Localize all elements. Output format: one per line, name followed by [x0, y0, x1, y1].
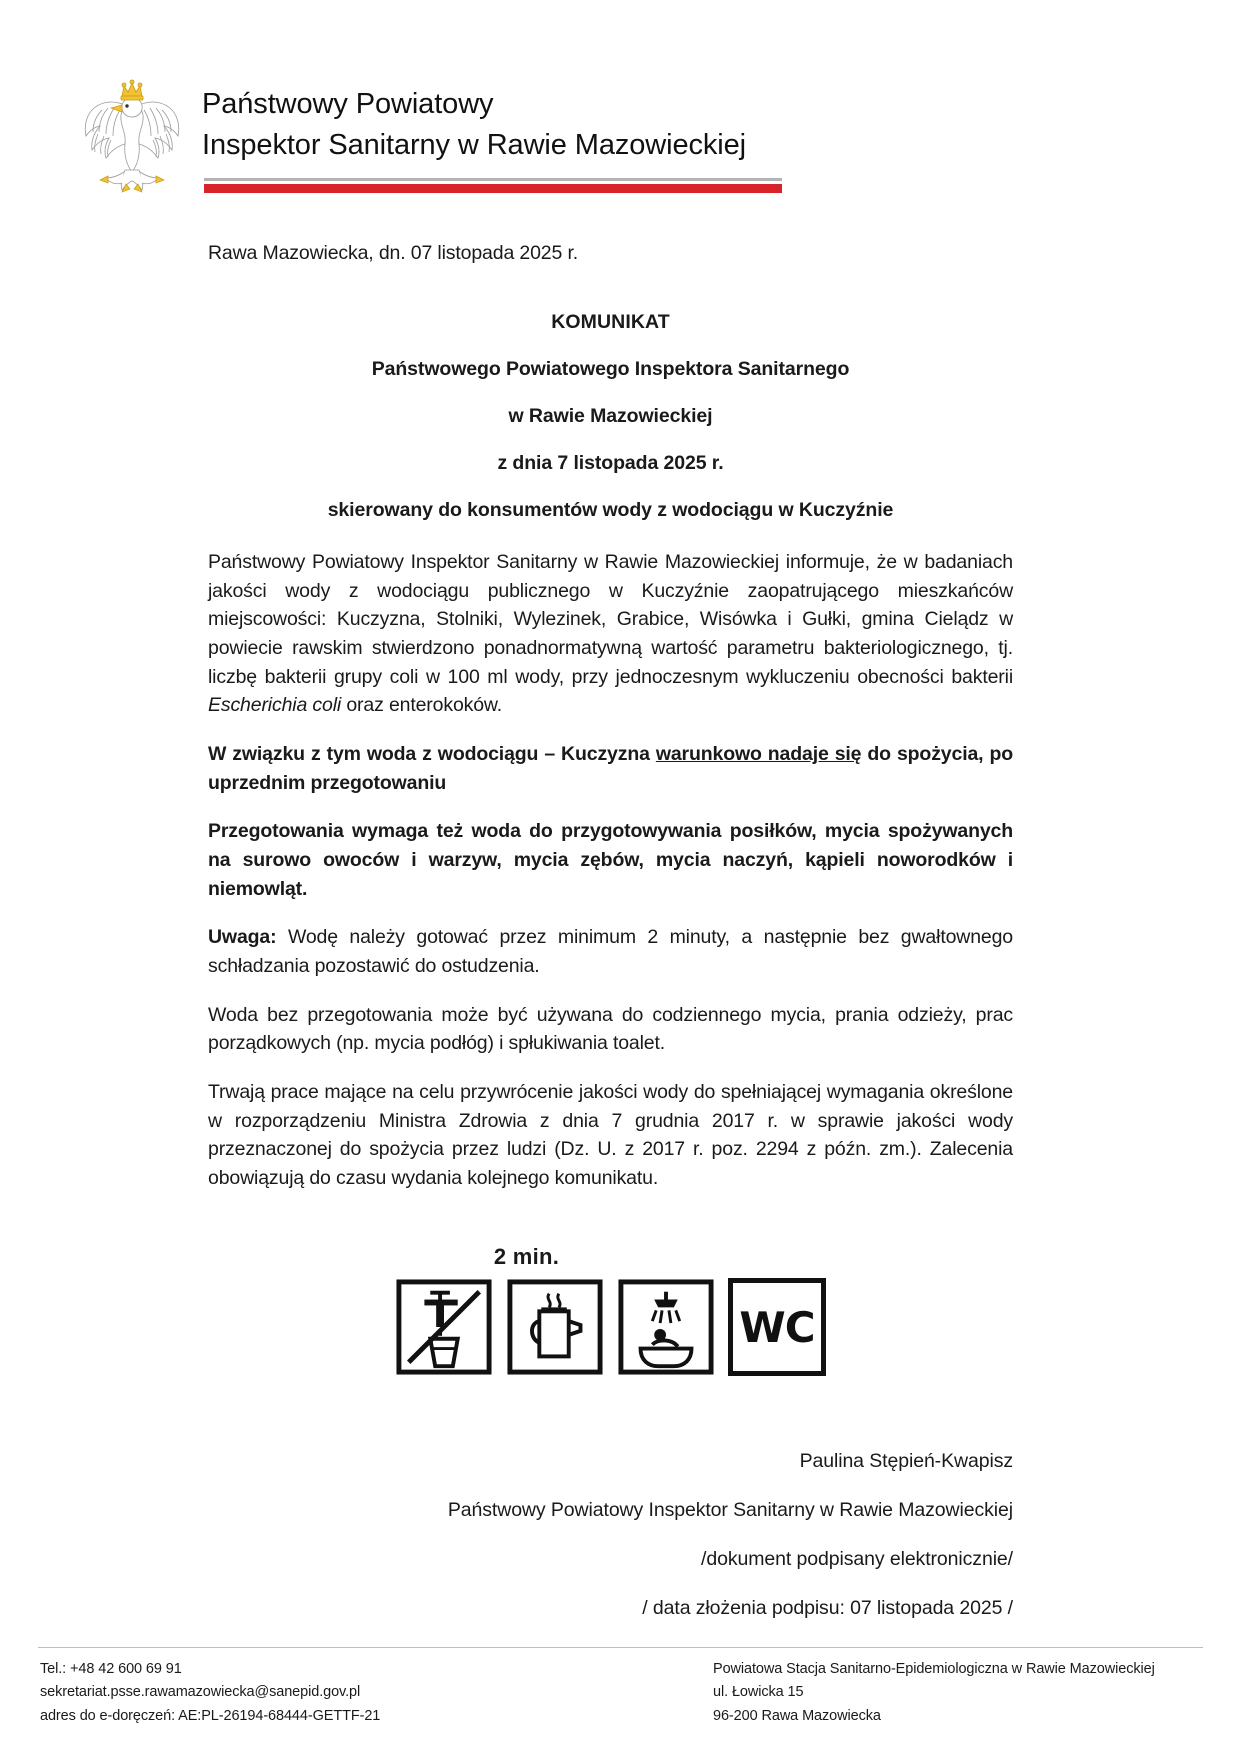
document-footer	[40, 1658, 1203, 1728]
notice-lead-label: Uwaga:	[208, 926, 277, 949]
shower-bath-icon	[617, 1278, 715, 1376]
electronic-signature-note: /dokument podpisany elektronicznie/	[701, 1548, 1013, 1571]
polish-eagle-emblem	[78, 72, 186, 194]
paragraph-findings	[208, 548, 1013, 720]
paragraph-findings-part-b: oraz enterokoków.	[341, 694, 503, 717]
document-title-block	[208, 311, 1013, 522]
paragraph-notice	[208, 923, 1013, 980]
signatory-name: Paulina Stępień-Kwapisz	[799, 1450, 1013, 1473]
header-rules	[204, 178, 782, 193]
no-drinking-tap-water-icon	[395, 1278, 493, 1376]
footer-divider	[38, 1647, 1203, 1648]
footer-city: 96-200 Rawa Mazowiecka	[713, 1707, 881, 1724]
boil-water-kettle-icon	[506, 1278, 604, 1376]
conditional-use-underlined: warunkowo nadaje się	[655, 742, 862, 765]
title-addressees: skierowany do konsumentów wody z wodociągu w Kuczyźnie	[327, 499, 894, 521]
title-authority: Państwowego Powiatowego Inspektora Sanitarnego	[371, 358, 850, 380]
notice-text: Wodę należy gotować przez minimum 2 minuty, a następnie bez gwałtownego schładzania pozostawić do ostudzenia.	[208, 926, 1013, 977]
footer-edelivery-address: adres do e-doręczeń: AE:PL-26194-68444-GETTF-21	[40, 1707, 381, 1724]
document-body	[0, 242, 1241, 1620]
footer-address-column	[713, 1658, 1203, 1728]
title-issue-date: z dnia 7 listopada 2025 r.	[497, 452, 724, 474]
red-rule	[204, 184, 782, 193]
paragraph-remediation: Trwają prace mające na celu przywrócenie jakości wody do spełniającej wymagania określone w rozporządzeniu Ministra Zdrowia z dnia 7 grudnia 2017 r. w sprawie jakości wody przeznaczonej do spożycia przez ludzi (Dz. U. z 2017 r. poz. 2294 z późn. zm.). Zalecenia obowiązują do czasu wydania kolejnego komunikatu.	[208, 1080, 1013, 1189]
footer-contact-column	[40, 1658, 380, 1728]
pictogram-row	[395, 1278, 826, 1376]
paragraph-findings-part-a: Państwowy Powiatowy Inspektor Sanitarny w Rawie Mazowieckiej informuje, że w badaniach jakości wody z wodociągu publicznego w Kuczyźnie zaopatrującego mieszkańców miejscowości: Kuczyzna, Stolniki, Wylezinek, Grabice, Wisówka i Gułki, gmina Cielądz w powiecie rawskim stwierdzono ponadnormatywną wartość parametru bakteriologicznego, tj. liczbę bakterii grupy coli w 100 ml wody, przy jednoczesnym wykluczeniu obecności bakterii	[208, 551, 1013, 688]
org-name-line-1: Państwowy Powiatowy	[202, 88, 494, 120]
header-title-block	[202, 72, 1241, 193]
footer-street: ul. Łowicka 15	[713, 1684, 804, 1701]
pictogram-section	[208, 1244, 1013, 1376]
wc-label: WC	[739, 1302, 815, 1352]
document-date: Rawa Mazowiecka, dn. 07 listopada 2025 r.	[208, 242, 578, 264]
paragraph-findings-species: Escherichia coli	[208, 694, 342, 717]
footer-station-name: Powiatowa Stacja Sanitarno-Epidemiologiczna w Rawie Mazowieckiej	[713, 1660, 1155, 1677]
wc-toilet-icon	[728, 1278, 826, 1376]
boil-time-caption: 2 min.	[493, 1244, 560, 1270]
footer-email[interactable]: sekretariat.psse.rawamazowiecka@sanepid.gov.pl	[40, 1684, 361, 1701]
grey-rule	[204, 178, 782, 181]
conditional-use-part-a: W związku z tym woda z wodociągu – Kuczyzna	[208, 742, 656, 765]
title-komunikat: KOMUNIKAT	[551, 311, 670, 333]
conditional-use-part-b: do spożycia, po uprzednim przegotowaniu	[208, 742, 1013, 794]
signatory-position: Państwowy Powiatowy Inspektor Sanitarny w Rawie Mazowieckiej	[447, 1499, 1013, 1522]
paragraph-conditional-use	[208, 740, 1013, 797]
paragraph-unboiled-uses: Woda bez przegotowania może być używana do codziennego mycia, prania odzieży, prac porządkowych (np. mycia podłóg) i spłukiwania toalet.	[208, 1003, 1013, 1055]
footer-phone: Tel.: +48 42 600 69 91	[40, 1660, 182, 1677]
paragraph-boiling-required: Przegotowania wymaga też woda do przygotowywania posiłków, mycia spożywanych na surowo owoców i warzyw, mycia zębów, mycia naczyń, kąpieli noworodków i niemowląt.	[208, 820, 1013, 900]
signature-date-note: / data złożenia podpisu: 07 listopada 2025 /	[642, 1597, 1013, 1620]
org-name-line-2: Inspektor Sanitarny w Rawie Mazowieckiej	[202, 129, 746, 162]
title-location: w Rawie Mazowieckiej	[508, 405, 713, 427]
document-header	[0, 0, 1241, 194]
signature-block	[208, 1450, 1013, 1620]
